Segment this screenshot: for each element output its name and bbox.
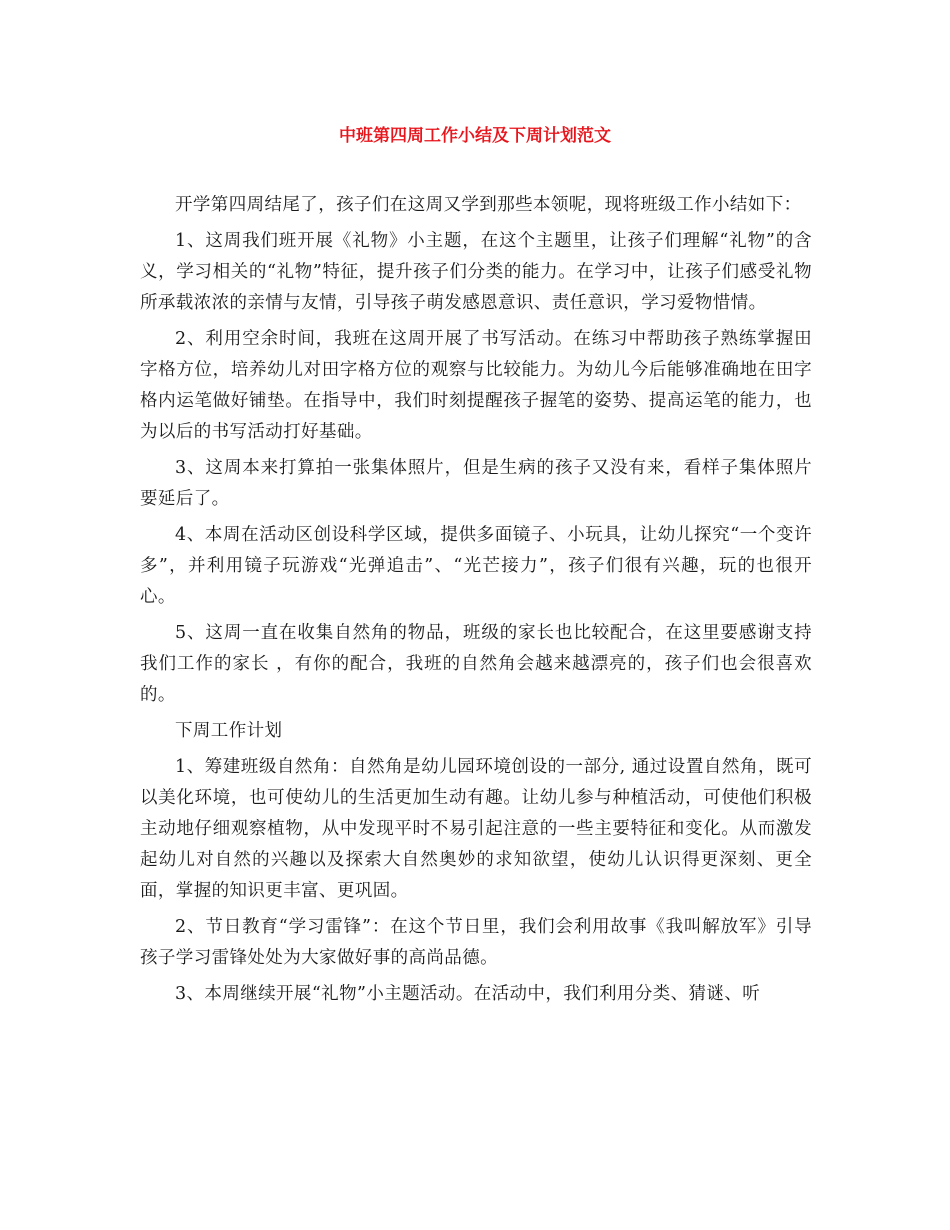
paragraph-intro: 开学第四周结尾了，孩子们在这周又学到那些本领呢，现将班级工作小结如下：	[175, 195, 802, 215]
paragraph-summary-3: 3、这周本来打算拍一张集体照片，但是生病的孩子又没有来，看样子集体照片要延后了。	[140, 458, 812, 509]
document-body	[140, 190, 812, 1015]
paragraph-plan-2: 2、节日教育“学习雷锋”：在这个节日里，我们会利用故事《我叫解放军》引导孩子学习雷锋处处为大家做好事的高尚品德。	[140, 917, 812, 968]
paragraph-plan-3: 3、本周继续开展“礼物”小主题活动。在活动中，我们利用分类、猜谜、听	[175, 984, 761, 1004]
paragraph-plan-1: 1、筹建班级自然角：自然角是幼儿园环境创设的一部分, 通过设置自然角，既可以美化环境，也可使幼儿的生活更加生动有趣。让幼儿参与种植活动，可使他们积极主动地仔细观察植物，从中发现平时不易引起注意的一些主要特征和变化。从而激发起幼儿对自然的兴趣以及探索大自然奥妙的求知欲望，使幼儿认识得更深刻、更全面，掌握的知识更丰富、更巩固。	[140, 757, 812, 901]
section-heading-next-week: 下周工作计划	[175, 721, 283, 741]
paragraph-summary-4: 4、本周在活动区创设科学区域，提供多面镜子、小玩具，让幼儿探究“一个变许多”，并利用镜子玩游戏“光弹追击”、“光芒接力”，孩子们很有兴趣，玩的也很开心。	[140, 525, 812, 607]
paragraph-summary-2: 2、利用空余时间，我班在这周开展了书写活动。在练习中帮助孩子熟练掌握田字格方位，培养幼儿对田字格方位的观察与比较能力。为幼儿今后能够准确地在田字格内运笔做好铺垫。在指导中，我们时刻提醒孩子握笔的姿势、提高运笔的能力，也为以后的书写活动打好基础。	[140, 329, 812, 442]
document-title: 中班第四周工作小结及下周计划范文	[339, 126, 611, 146]
paragraph-summary-5: 5、这周一直在收集自然角的物品，班级的家长也比较配合，在这里要感谢支持我们工作的家长 ，有你的配合，我班的自然角会越来越漂亮的，孩子们也会很喜欢的。	[140, 623, 812, 705]
paragraph-summary-1: 1、这周我们班开展《礼物》小主题，在这个主题里，让孩子们理解“礼物”的含义，学习相关的“礼物”特征，提升孩子们分类的能力。在学习中，让孩子们感受礼物所承载浓浓的亲情与友情，引导孩子萌发感恩意识、责任意识，学习爱物惜情。	[140, 231, 812, 313]
